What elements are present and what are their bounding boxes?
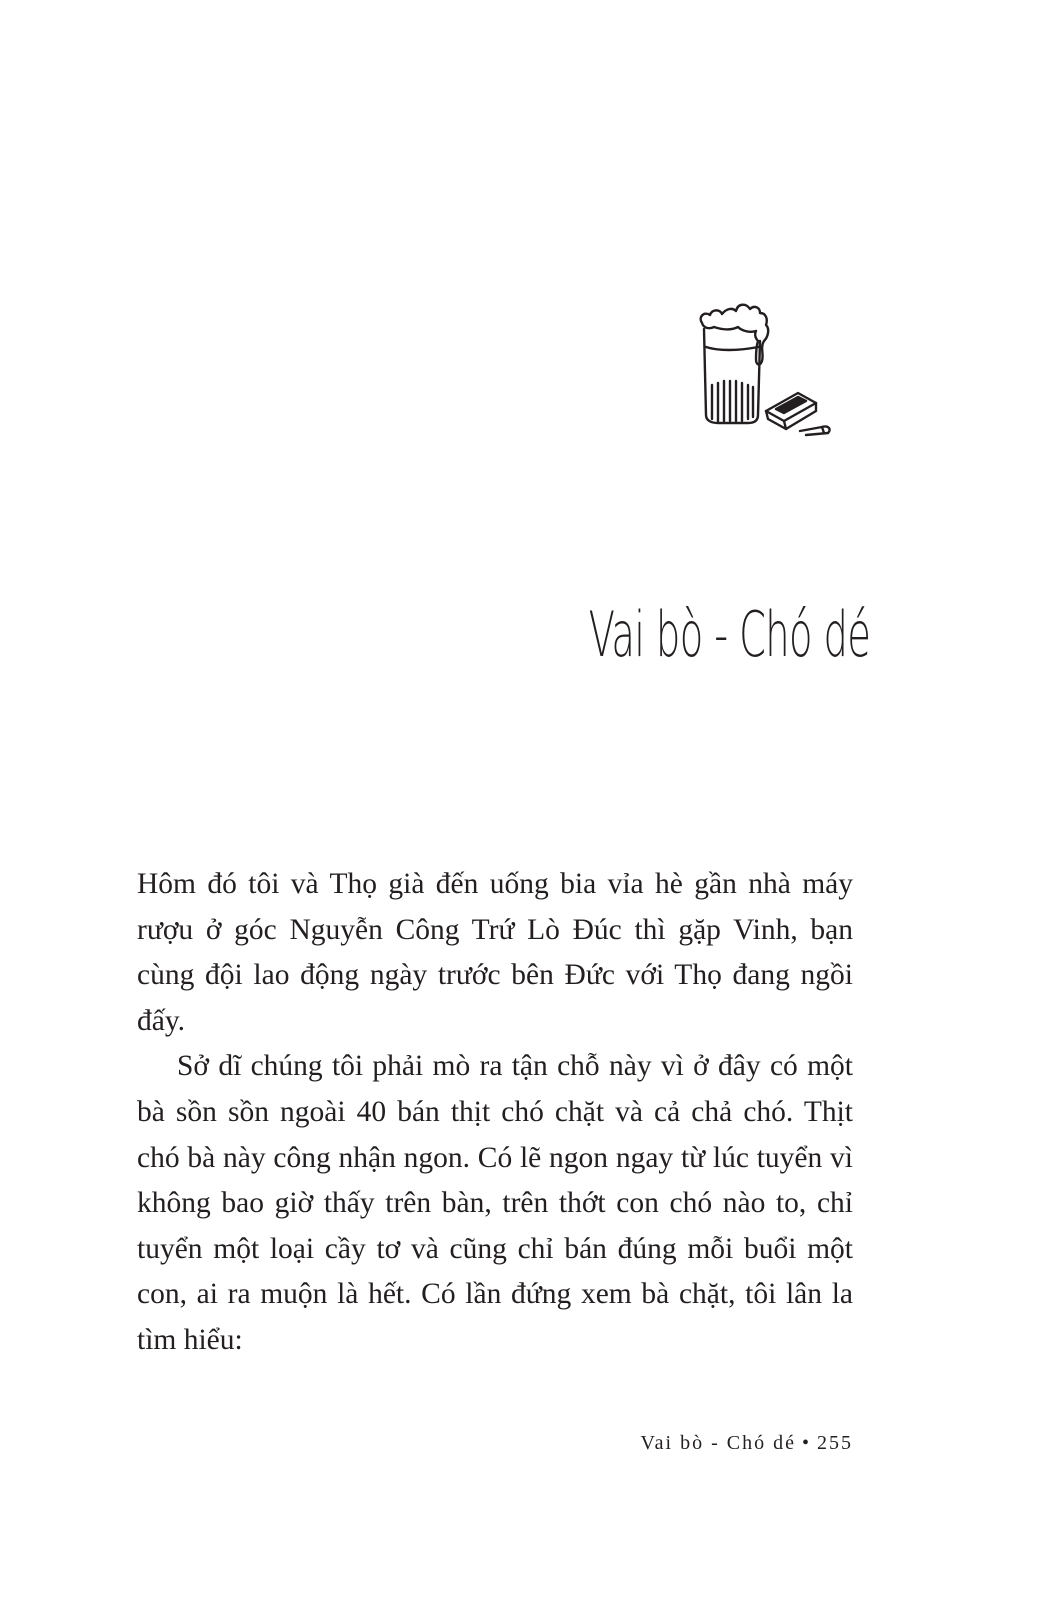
paragraph: Sở dĩ chúng tôi phải mò ra tận chỗ này vì ở đây có một bà sồn sồn ngoài 40 bán thịt chó chặt và cả chả chó. Thịt chó bà này công nhận ngon. Có lẽ ngon ngay từ lúc tuyển vì không bao giờ thấy trên bàn, trên thớt con chó nào to, chỉ tuyển một loại cầy tơ và cũng chỉ bán đúng mỗi buổi một con, ai ra muộn là hết. Có lần đứng xem bà chặt, tôi lân la tìm hiểu: (137, 1050, 853, 1356)
footer-separator: • (801, 1432, 811, 1454)
chapter-title: Vai bò - Chó dé (588, 598, 870, 671)
body-text (137, 862, 853, 1364)
page-number: 255 (817, 1432, 853, 1454)
beer-glass-and-cigarette-pack-icon (690, 295, 850, 445)
running-footer (640, 1432, 853, 1455)
running-title: Vai bò - Chó dé (640, 1432, 796, 1454)
paragraph: Hôm đó tôi và Thọ già đến uống bia vỉa hè gần nhà máy rượu ở góc Nguyễn Công Trứ Lò Đúc thì gặp Vinh, bạn cùng đội lao động ngày trước bên Đức với Thọ đang ngồi đấy. (137, 868, 853, 1037)
